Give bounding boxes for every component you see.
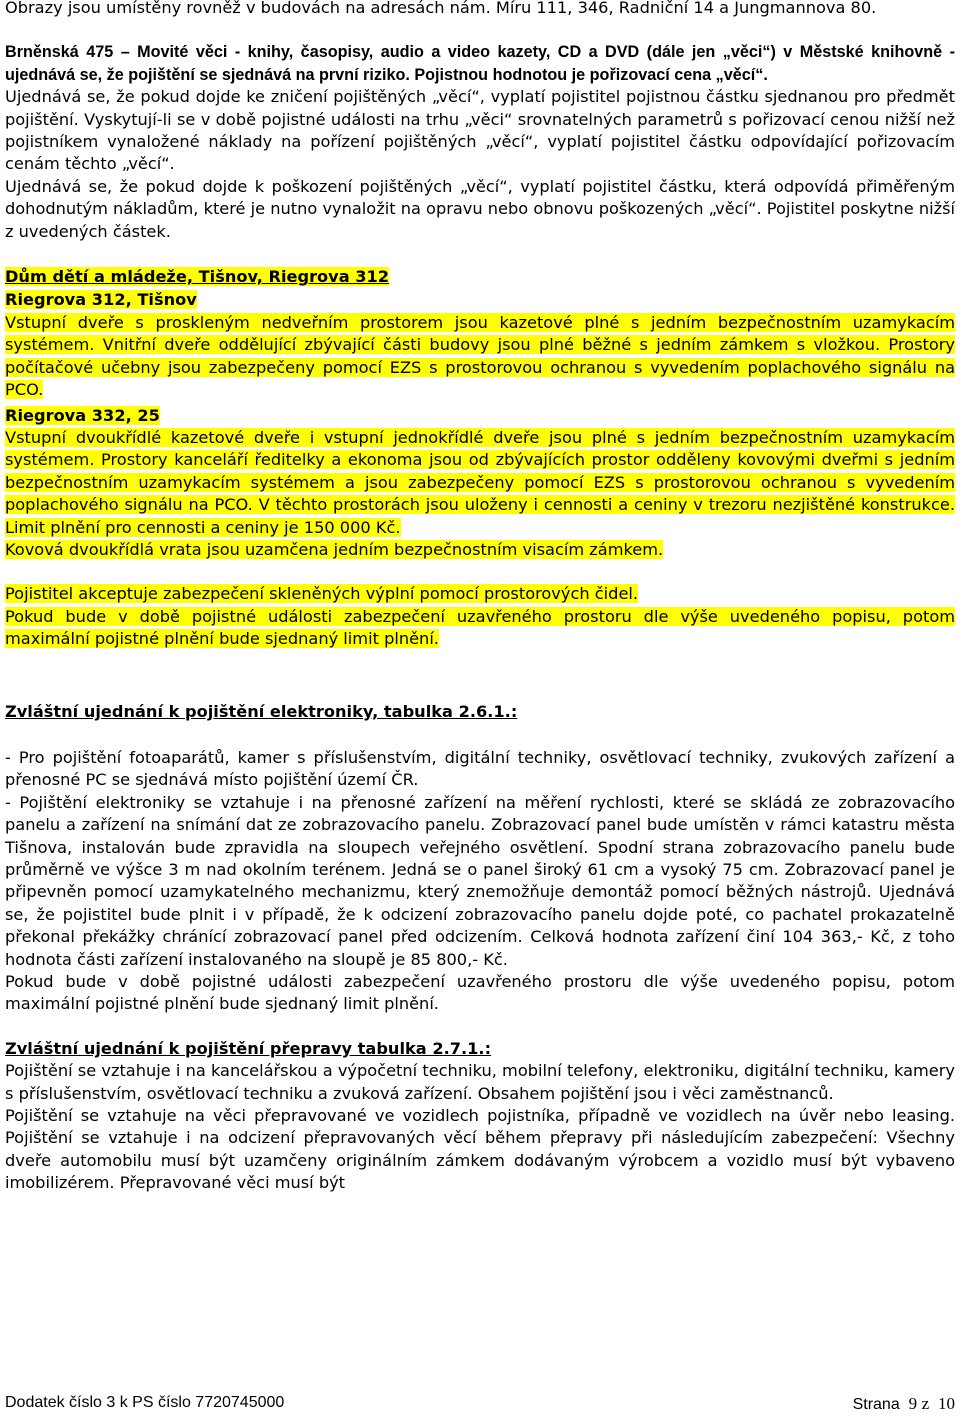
document-page [5,0,955,1195]
elektronika-section-title: Zvláštní ujednání k pojištění elektroniky, tabulka 2.6.1.: [5,701,518,721]
elektronika-paragraph-3: Pokud bude v době pojistné události zabezpečení uzavřeného prostoru dle výše uvedeného popisu, potom maximální pojistné plnění bude sjednaný limit plnění. [5,972,955,1014]
spacer [5,19,955,41]
brnenska-heading: Brněnská 475 – Movité věci - knihy, časopisy, audio a video kazety, CD a DVD (dále jen „věci“) v Městské knihovně - ujednává se, že pojištění se sjednává na první riziko. Pojistnou hodnotou je pořizovací cena „věcí“. [5,43,955,84]
preprava-section-title: Zvláštní ujednání k pojištění přepravy tabulka 2.7.1.: [5,1038,492,1058]
spacer [5,243,955,265]
spacer [5,651,955,701]
preprava-paragraph-2: Pojištění se vztahuje na věci přepravované ve vozidlech pojistníka, případně ve vozidlech na úvěr nebo leasing. Pojištění se vztahuje i na odcizení přepravovaných věcí během přepravy při následujícím zabezpečení: Všechny dveře automobilu musí být uzamčeny originálním zámkem dodávaným výrobcem a vozidlo musí být vybaveno imobilizérem. Přepravované věci musí být [5,1106,955,1193]
intro-paragraph: Obrazy jsou umístěny rovněž v budovách na adresách nám. Míru 111, 346, Radniční 14 a Jungmannova 80. [5,0,877,17]
ddm-paragraph-5: Pokud bude v době pojistné události zabezpečení uzavřeného prostoru dle výše uvedeného popisu, potom maximální pojistné plnění bude sjednaný limit plnění. [5,606,955,649]
ddm-paragraph-4: Pojistitel akceptuje zabezpečení skleněných výplní pomocí prostorových čidel. [5,584,639,604]
ddm-subheading-riegrova-312: Riegrova 312, Tišnov [5,290,197,310]
footer-document-reference: Dodatek číslo 3 k PS číslo 7720745000 [5,1394,285,1411]
ddm-section-title [5,266,955,288]
spacer [5,723,955,747]
footer-page-number: Strana 9 z 10 [852,1394,955,1413]
elektronika-paragraph-2: - Pojištění elektroniky se vztahuje i na přenosné zařízení na měření rychlosti, které se skládá ze zobrazovacího panelu a zařízení na snímání dat ze zobrazovacího panelu. Zobrazovací panel bude umístěn v rámci katastru města Tišnova, instalován bude zpravidla na sloupech veřejného osvětlení. Spodní strana zobrazovacího panelu bude průměrně ve výšce 3 m nad okolním terénem. Jedná se o panel široký 61 cm a vysoký 75 cm. Zobrazovací panel je připevněn pomocí uzamykatelného mechanizmu, který znemožňuje demontáž pomocí běžných nástrojů. Ujednává se, že pojistitel bude plnit i v případě, že k odcizení zobrazovacího panelu dojde poté, co pachatel prokazatelně překonal překážky chránící zobrazovací panel před odcizením. Celková hodnota zařízení činí 104 363,- Kč, z toho hodnota části zařízení instalovaného na sloupě je 85 800,- Kč. [5,792,955,969]
ddm-paragraph-3: Kovová dvoukřídlá vrata jsou uzamčena jedním bezpečnostním visacím zámkem. [5,539,664,559]
ddm-title-text: Dům dětí a mládeže, Tišnov, Riegrova 312 [5,267,390,287]
brnenska-paragraph-1: Ujednává se, že pokud dojde ke zničení pojištěných „věcí“, vyplatí pojistitel pojistnou částku sjednanou pro předmět pojištění. Vyskytují-li se v době pojistné události na trhu „věci“ srovnatelných parametrů s pořizovací cenou nižší než pojistníkem vynaložené náklady na pořízení pojištěných „věcí“, vyplatí pojistitel částku odpovídající pořizovacím cenám těchto „věcí“. [5,87,955,174]
brnenska-paragraph-2: Ujednává se, že pokud dojde k poškození pojištěných „věcí“, vyplatí pojistitel částku, která odpovídá přiměřeným dohodnutým nákladům, které je nutno vynaložit na opravu nebo obnovu poškozených „věcí“. Pojistitel poskytne nižší z uvedených částek. [5,176,955,241]
spacer [5,561,955,583]
elektronika-paragraph-1: - Pro pojištění fotoaparátů, kamer s příslušenstvím, digitální techniky, osvětlovací techniky, zvukových zařízení a přenosné PC se sjednává místo pojištění území ČR. [5,747,955,790]
preprava-paragraph-1: Pojištění se vztahuje i na kancelářskou a výpočetní techniku, mobilní telefony, elektroniku, digitální techniku, kamery s příslušenstvím, osvětlovací techniku a zvuková zařízení. Obsahem pojištění jsou i věci zaměstnanců. [5,1061,955,1103]
spacer [5,1016,955,1038]
ddm-subheading-riegrova-332: Riegrova 332, 25 [5,405,160,425]
ddm-paragraph-2: Vstupní dvoukřídlé kazetové dveře i vstupní jednokřídlé dveře jsou plné s jedním bezpečnostním uzamykacím systémem. Prostory kanceláří ředitelky a ekonoma jsou od zbývajících prostor odděleny kovovými dveřmi s jedním bezpečnostním uzamykacím systémem a jsou zabezpečeny pomocí EZS s prostorovou ochranou s vyvedením poplachového signálu na PCO. V těchto prostorách jsou uloženy i cennosti a ceniny v trezoru nezjištěné konstrukce. Limit plnění pro cennosti a ceniny je 150 000 Kč. [5,427,955,537]
ddm-paragraph-1: Vstupní dveře s proskleným nedveřním prostorem jsou kazetové plné s jedním bezpečnostním uzamykacím systémem. Vnitřní dveře oddělující zbývající části budovy jsou plné běžné s jedním zámkem s vložkou. Prostory počítačové učebny jsou zabezpečeny pomocí EZS s prostorovou ochranou s vyvedením poplachového signálu na PCO. [5,312,955,400]
